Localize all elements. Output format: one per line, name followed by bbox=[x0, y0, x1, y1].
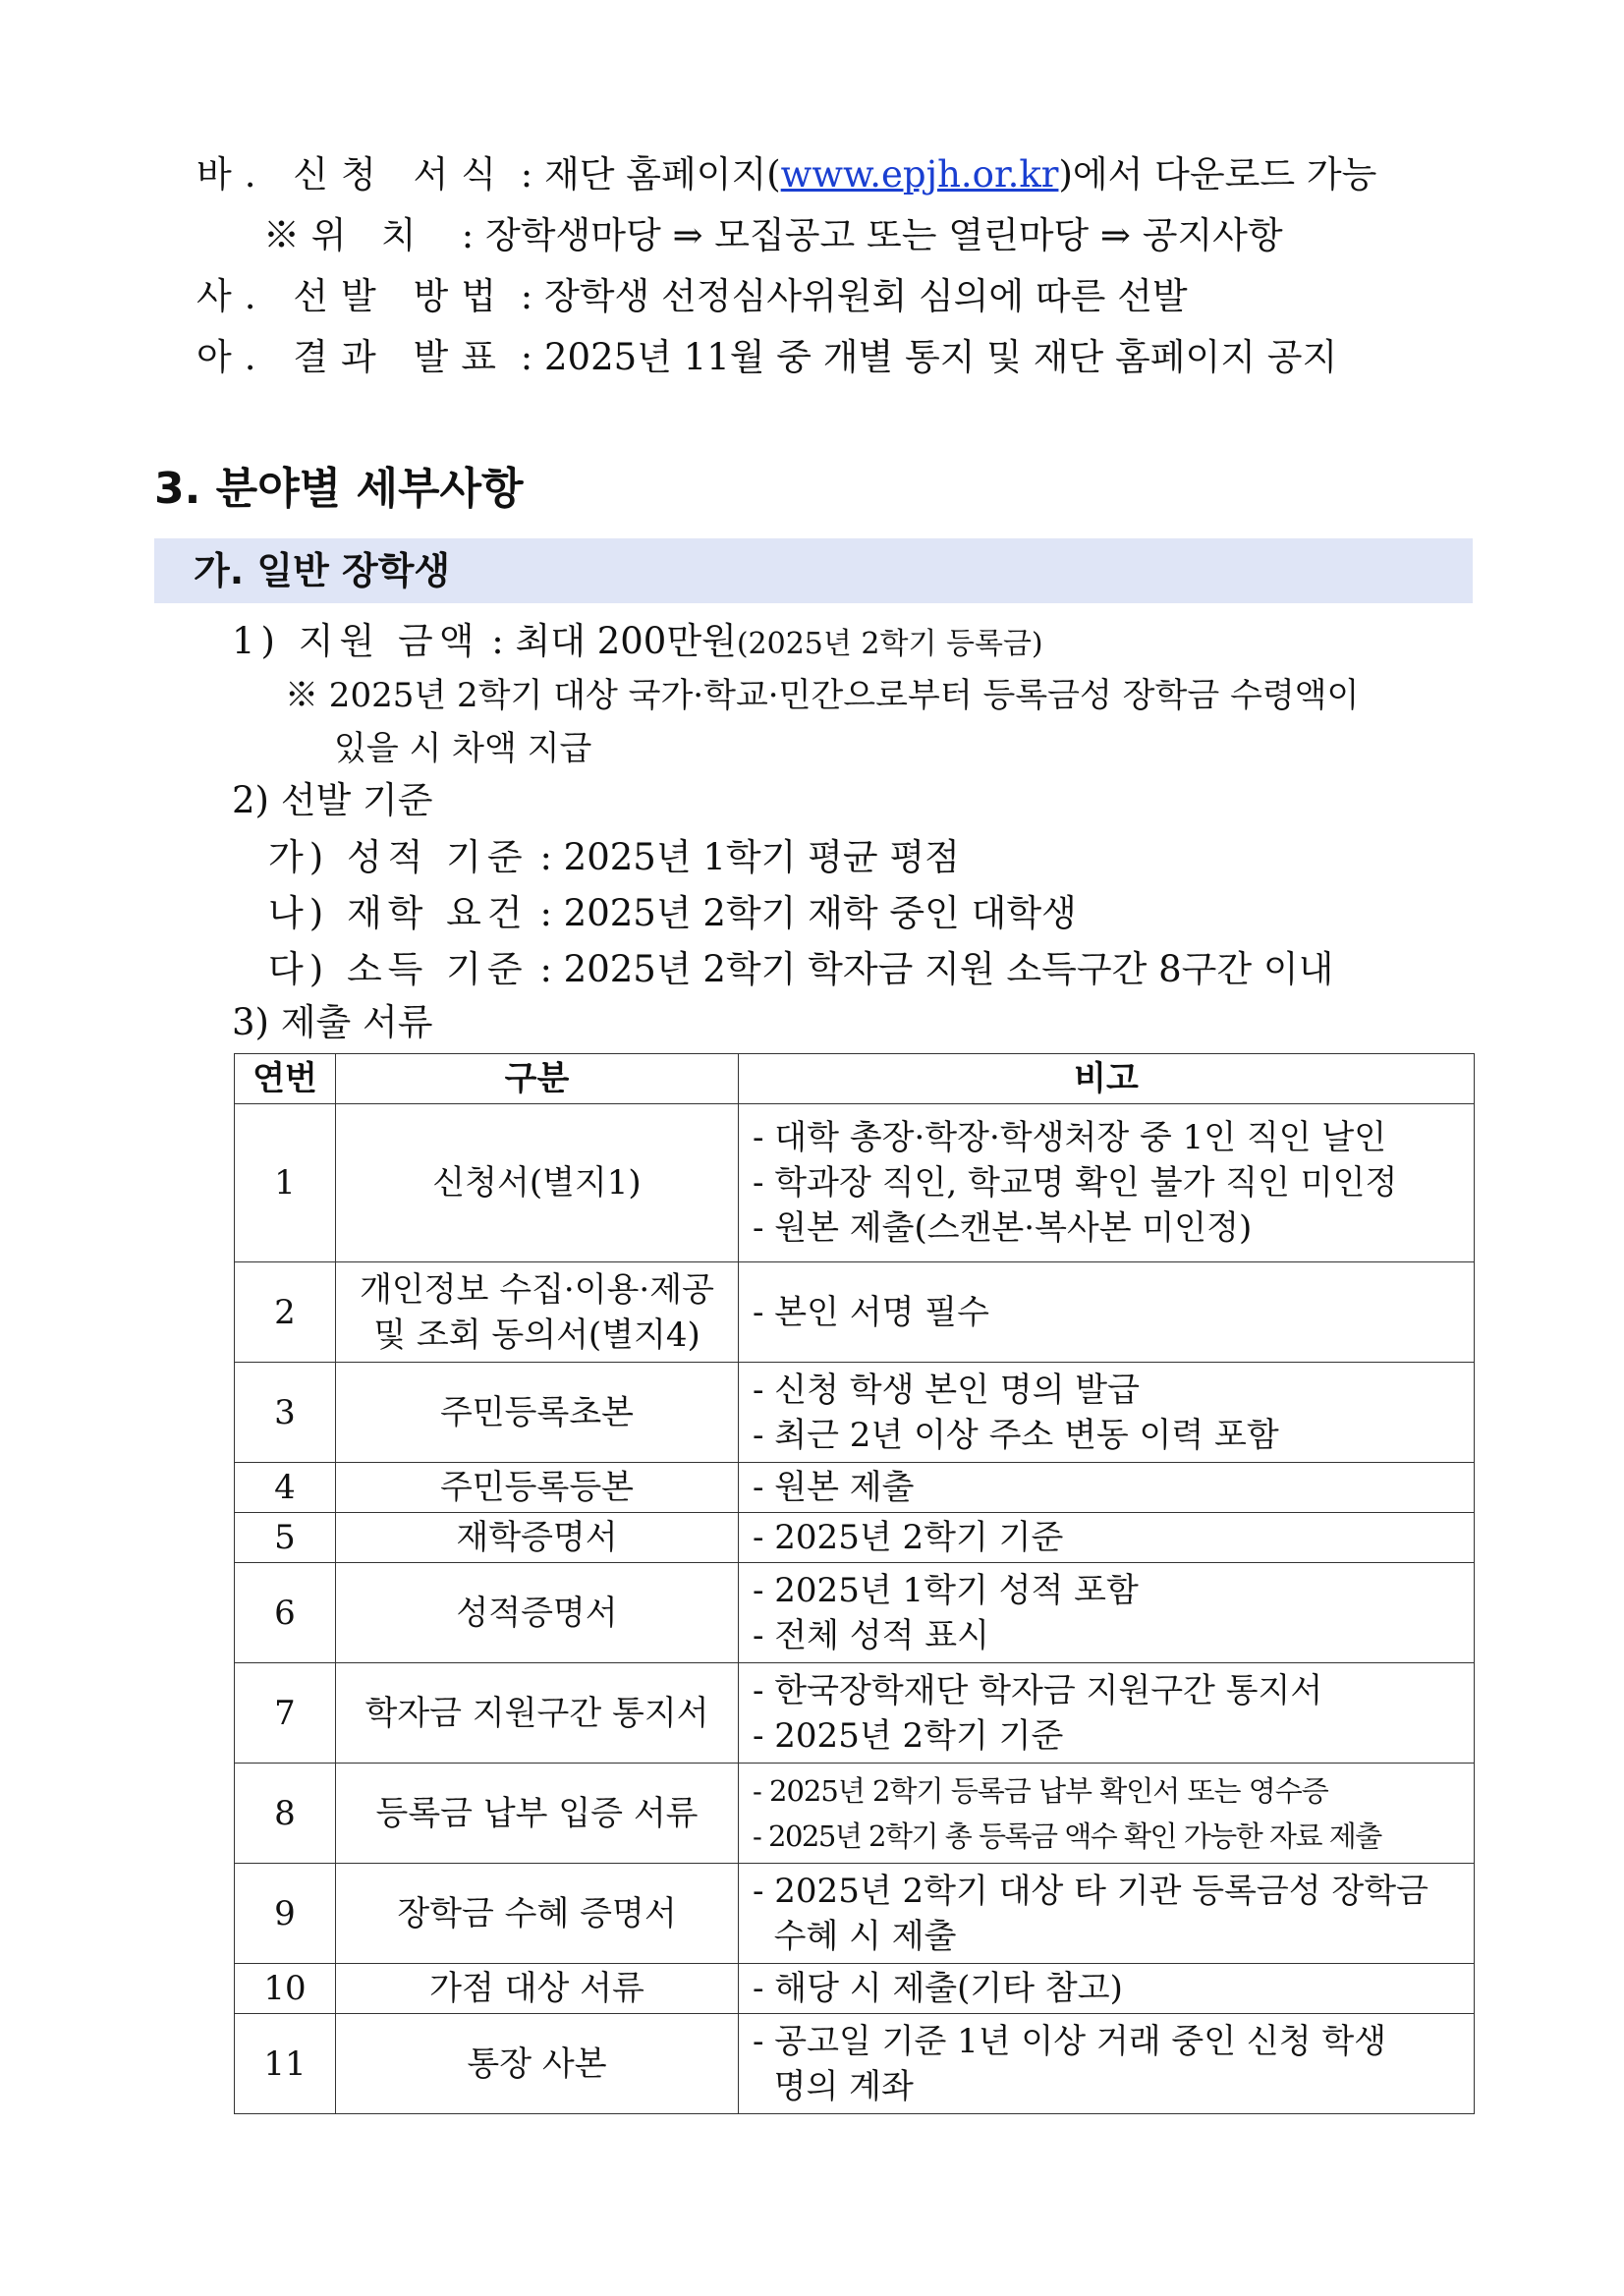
row-remarks bbox=[739, 1104, 1475, 1262]
support-amount-line bbox=[232, 617, 1043, 669]
apply-form-post: )에서 다운로드 가능 bbox=[1058, 153, 1377, 196]
row-remarks bbox=[739, 2014, 1475, 2114]
row-remarks bbox=[739, 1262, 1475, 1363]
criteria-label: 다) 소득 기준 bbox=[268, 948, 529, 990]
apply-location-value: 장학생마당 ⇒ 모집공고 또는 열린마당 ⇒ 공지사항 bbox=[485, 214, 1283, 256]
criteria-value: 2025년 2학기 재학 중인 대학생 bbox=[563, 892, 1077, 934]
row-number: 5 bbox=[235, 1513, 336, 1563]
header-category: 구분 bbox=[336, 1054, 739, 1104]
support-amount-label: 1) 지원 금액 bbox=[232, 620, 480, 662]
subsection-title: 가. 일반 장학생 bbox=[194, 549, 451, 592]
header-number: 연번 bbox=[235, 1054, 336, 1104]
row-category bbox=[336, 1262, 739, 1363]
row-category: 등록금 납부 입증 서류 bbox=[336, 1764, 739, 1864]
criteria-item bbox=[268, 889, 1077, 938]
row-category-line2: 및 조회 동의서(별지4) bbox=[373, 1315, 700, 1355]
remark-line: - 대학 총장·학장·학생처장 중 1인 직인 날인 bbox=[753, 1118, 1387, 1157]
row-category: 재학증명서 bbox=[336, 1513, 739, 1563]
row-category: 통장 사본 bbox=[336, 2014, 739, 2114]
row-number: 8 bbox=[235, 1764, 336, 1864]
remark-line: - 2025년 2학기 총 등록금 액수 확인 가능한 자료 제출 bbox=[753, 1819, 1381, 1853]
apply-result-sep: : bbox=[520, 336, 533, 378]
remark-line: - 학과장 직인, 학교명 확인 불가 직인 미인정 bbox=[753, 1163, 1398, 1203]
remark-line: - 2025년 2학기 등록금 납부 확인서 또는 영수증 bbox=[753, 1773, 1328, 1808]
support-amount-sep: : bbox=[491, 620, 504, 662]
support-amount-note: (2025년 2학기 등록금) bbox=[736, 627, 1043, 661]
criteria-label: 나) 재학 요건 bbox=[268, 892, 529, 934]
criteria-value: 2025년 2학기 학자금 지원 소득구간 8구간 이내 bbox=[563, 948, 1334, 990]
row-category: 신청서(별지1) bbox=[336, 1104, 739, 1262]
table-row bbox=[235, 1262, 1475, 1363]
criteria-sep: : bbox=[539, 892, 552, 934]
row-remarks bbox=[739, 1964, 1475, 2014]
remark-line: 수혜 시 제출 bbox=[753, 1916, 957, 1956]
row-category: 가점 대상 서류 bbox=[336, 1964, 739, 2014]
remark-line: - 신청 학생 본인 명의 발급 bbox=[753, 1370, 1140, 1410]
table-header-row bbox=[235, 1054, 1475, 1104]
apply-location-sep: : bbox=[461, 214, 475, 256]
apply-method-label: 사. 선발 방법 bbox=[196, 275, 509, 317]
row-number: 4 bbox=[235, 1463, 336, 1513]
table-row bbox=[235, 2014, 1475, 2114]
apply-method-value: 장학생 선정심사위원회 심의에 따른 선발 bbox=[544, 275, 1188, 317]
remark-line: - 원본 제출(스캔본·복사본 미인정) bbox=[753, 1208, 1253, 1248]
table-row bbox=[235, 1663, 1475, 1764]
docs-title: 3) 제출 서류 bbox=[232, 1001, 433, 1043]
table-row bbox=[235, 1463, 1475, 1513]
remark-line: - 원본 제출 bbox=[753, 1468, 915, 1507]
row-remarks bbox=[739, 1563, 1475, 1663]
row-number: 7 bbox=[235, 1663, 336, 1764]
row-category: 성적증명서 bbox=[336, 1563, 739, 1663]
remark-line: - 전체 성적 표시 bbox=[753, 1615, 989, 1655]
section-title: 3. 분야별 세부사항 bbox=[154, 464, 524, 514]
table-row bbox=[235, 1764, 1475, 1864]
criteria-label: 가) 성적 기준 bbox=[268, 836, 529, 878]
subsection-header-bar bbox=[154, 538, 1473, 603]
header-remarks: 비고 bbox=[739, 1054, 1475, 1104]
remark-line: - 한국장학재단 학자금 지원구간 통지서 bbox=[753, 1670, 1323, 1710]
row-category: 주민등록등본 bbox=[336, 1463, 739, 1513]
row-number: 11 bbox=[235, 2014, 336, 2114]
criteria-item bbox=[268, 945, 1333, 994]
apply-form-pre: 재단 홈페이지( bbox=[544, 153, 781, 196]
row-category-line1: 개인정보 수집·이용·제공 bbox=[360, 1269, 714, 1310]
support-note-line1: ※ 2025년 2학기 대상 국가·학교·민간으로부터 등록금성 장학금 수령액이 bbox=[285, 676, 1360, 715]
row-remarks bbox=[739, 1463, 1475, 1513]
row-remarks bbox=[739, 1663, 1475, 1764]
remark-line: 명의 계좌 bbox=[753, 2066, 914, 2106]
homepage-link[interactable]: www.epjh.or.kr bbox=[780, 153, 1059, 196]
row-category: 주민등록초본 bbox=[336, 1363, 739, 1463]
apply-method-line bbox=[196, 272, 1188, 321]
table-row bbox=[235, 1563, 1475, 1663]
table-row bbox=[235, 1964, 1475, 2014]
required-documents-table bbox=[234, 1053, 1475, 2114]
row-number: 9 bbox=[235, 1864, 336, 1964]
table-row bbox=[235, 1104, 1475, 1262]
apply-form-line bbox=[196, 150, 1376, 199]
criteria-value: 2025년 1학기 평균 평점 bbox=[563, 836, 960, 878]
apply-result-line bbox=[196, 333, 1337, 382]
apply-location-label: ※ 위 치 bbox=[263, 214, 417, 256]
remark-line: - 해당 시 제출(기타 참고) bbox=[753, 1969, 1123, 2008]
criteria-sep: : bbox=[539, 836, 552, 878]
row-number: 10 bbox=[235, 1964, 336, 2014]
row-number: 3 bbox=[235, 1363, 336, 1463]
apply-form-label: 바. 신청 서식 bbox=[196, 153, 509, 196]
remark-line: - 2025년 2학기 기준 bbox=[753, 1518, 1064, 1557]
criteria-item bbox=[268, 833, 960, 882]
support-amount-value: 최대 200만원 bbox=[515, 620, 737, 662]
row-remarks bbox=[739, 1513, 1475, 1563]
apply-result-label: 아. 결과 발표 bbox=[196, 336, 509, 378]
criteria-title: 2) 선발 기준 bbox=[232, 779, 433, 821]
remark-line: - 2025년 2학기 기준 bbox=[753, 1715, 1064, 1756]
apply-form-sep: : bbox=[520, 153, 533, 196]
remark-line: - 공고일 기준 1년 이상 거래 중인 신청 학생 bbox=[753, 2021, 1387, 2061]
row-remarks bbox=[739, 1764, 1475, 1864]
apply-method-sep: : bbox=[520, 275, 533, 317]
criteria-sep: : bbox=[539, 948, 552, 990]
row-remarks bbox=[739, 1363, 1475, 1463]
remark-line: - 2025년 1학기 성적 포함 bbox=[753, 1570, 1139, 1610]
table-row bbox=[235, 1864, 1475, 1964]
table-row bbox=[235, 1513, 1475, 1563]
remark-line: - 2025년 2학기 대상 타 기관 등록금성 장학금 bbox=[753, 1871, 1428, 1911]
row-number: 2 bbox=[235, 1262, 336, 1363]
support-note-line2: 있을 시 차액 지급 bbox=[334, 729, 592, 768]
row-number: 6 bbox=[235, 1563, 336, 1663]
remark-line: - 최근 2년 이상 주소 변동 이력 포함 bbox=[753, 1415, 1279, 1455]
apply-result-value: 2025년 11월 중 개별 통지 및 재단 홈페이지 공지 bbox=[544, 336, 1338, 378]
table-row bbox=[235, 1363, 1475, 1463]
row-category: 장학금 수혜 증명서 bbox=[336, 1864, 739, 1964]
row-category: 학자금 지원구간 통지서 bbox=[336, 1663, 739, 1764]
row-number: 1 bbox=[235, 1104, 336, 1262]
apply-location-line bbox=[263, 211, 1283, 260]
remark-line: - 본인 서명 필수 bbox=[753, 1292, 989, 1332]
row-remarks bbox=[739, 1864, 1475, 1964]
